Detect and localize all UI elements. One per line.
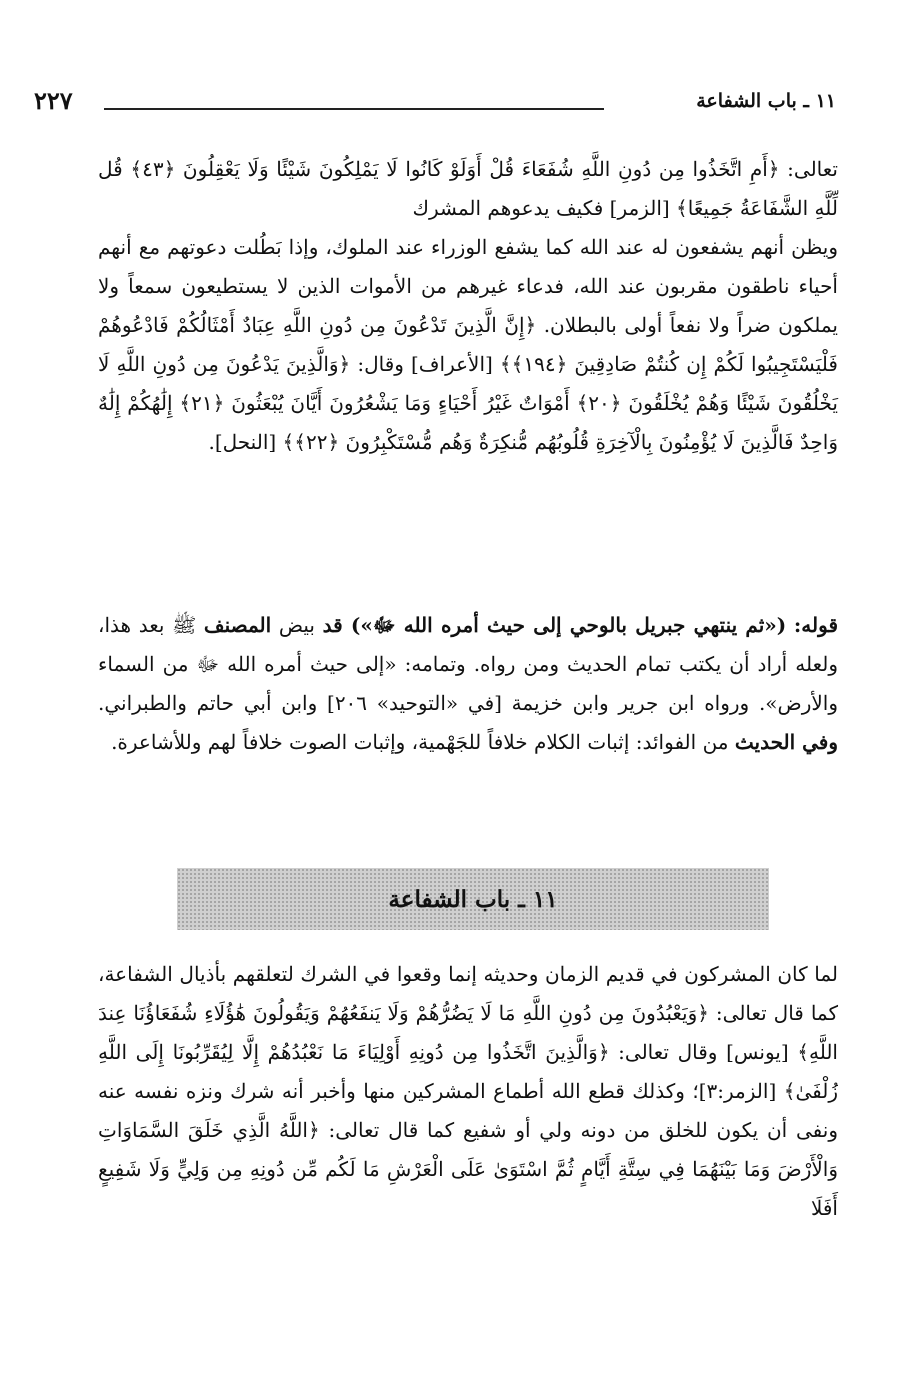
section-title: ١١ ـ باب الشفاعة (388, 885, 558, 913)
page-number: ٢٢٧ (34, 86, 73, 115)
header-rule (104, 108, 604, 110)
hadith-quote: («ثم ينتهي جبريل بالوحي إلى حيث أمره الله ﷻ») قد (322, 613, 787, 637)
commentary-paragraph (98, 606, 838, 762)
paragraph-quran-verses (98, 150, 838, 462)
section-banner (177, 868, 769, 930)
paragraph-line: تعالى: ﴿أَمِ اتَّخَذُوا مِن دُونِ اللَّهِ شُفَعَاءَ قُلْ أَوَلَوْ كَانُوا لَا يَمْلِكُونَ شَيْئًا وَلَا يَعْقِلُونَ ﴿٤٣﴾ قُل لِّلَّهِ الشَّفَاعَةُ جَمِيعًا﴾ [الزمر] فكيف يدعوهم المشرك (98, 157, 838, 220)
commentary-text: من الفوائد: إثبات الكلام خلافاً للجَهْمية، وإثبات الصوت خلافاً لهم وللأشاعرة. (111, 730, 735, 754)
paragraph-line: لما كان المشركون في قديم الزمان وحديثه إنما وقعوا في الشرك لتعلقهم بأذيال الشفاعة، كما قال تعالى: ﴿وَيَعْبُدُونَ مِن دُونِ اللَّهِ مَا لَا يَضُرُّهُمْ وَلَا يَنفَعُهُمْ وَيَقُولُونَ هَٰؤُلَاءِ شُفَعَاؤُنَا عِندَ اللَّهِ﴾ [يونس] وقال تعالى: ﴿وَالَّذِينَ اتَّخَذُوا مِن دُونِهِ أَوْلِيَاءَ مَا نَعْبُدُهُمْ إِلَّا لِيُقَرِّبُونَا إِلَى اللَّهِ زُلْفَىٰ﴾ [الزمر:٣]؛ وكذلك قطع الله أطماع المشركين منها وأخبر أنه شرك ونزه نفسه عنه ونفى أن يكون للخلق من دونه ولي أو شفيع كما قال تعالى: ﴿اللَّهُ الَّذِي خَلَقَ السَّمَاوَاتِ وَالْأَرْضَ وَمَا بَيْنَهُمَا فِي سِتَّةِ أَيَّامٍ ثُمَّ اسْتَوَىٰ عَلَى الْعَرْشِ مَا لَكُم مِّن دُونِهِ مِن وَلِيٍّ وَلَا شَفِيعٍ أَفَلَا (98, 962, 838, 1220)
hadith-label: وفي الحديث (734, 730, 838, 754)
paragraph-line: ويظن أنهم يشفعون له عند الله كما يشفع الوزراء عند الملوك، وإذا بَطُلت دعوتهم مع أنهم أحياء ناطقون مقربون عند الله، فدعاء غيرهم من الأموات الذين لا يستطيعون سمعاً ولا يملكون ضراً ولا نفعاً أولى بالبطلان. ﴿إِنَّ الَّذِينَ تَدْعُونَ مِن دُونِ اللَّهِ عِبَادٌ أَمْثَالُكُمْ فَادْعُوهُمْ فَلْيَسْتَجِيبُوا لَكُمْ إِن كُنتُمْ صَادِقِينَ ﴿١٩٤﴾﴾ [الأعراف] وقال: ﴿وَالَّذِينَ يَدْعُونَ مِن دُونِ اللَّهِ لَا يَخْلُقُونَ شَيْئًا وَهُمْ يُخْلَقُونَ ﴿٢٠﴾ أَمْوَاتٌ غَيْرُ أَحْيَاءٍ وَمَا يَشْعُرُونَ أَيَّانَ يُبْعَثُونَ ﴿٢١﴾ إِلَٰهُكُمْ إِلَٰهٌ وَاحِدٌ فَالَّذِينَ لَا يُؤْمِنُونَ بِالْآخِرَةِ قُلُوبُهُم مُّنكِرَةٌ وَهُم مُّسْتَكْبِرُونَ ﴿٢٢﴾﴾ [النحل]. (98, 235, 838, 454)
chapter-title: ١١ ـ باب الشفاعة (696, 90, 836, 112)
qawluhu-label: قوله: (793, 613, 839, 637)
commentary-text: بيض (271, 613, 315, 637)
paragraph-shafaa (98, 955, 838, 1228)
running-header (34, 84, 836, 124)
author-label: المصنف (203, 613, 272, 637)
paragraph-commentary (98, 606, 838, 762)
commentary-text: ﷺ بعد هذا، ولعله أراد أن يكتب تمام الحديث ومن رواه. وتمامه: «إلى حيث أمره الله ﷻ من السماء والأرض». ورواه ابن جرير وابن خزيمة [في «التوحيد» ٢٠٦] وابن أبي حاتم والطبراني. (98, 613, 838, 715)
